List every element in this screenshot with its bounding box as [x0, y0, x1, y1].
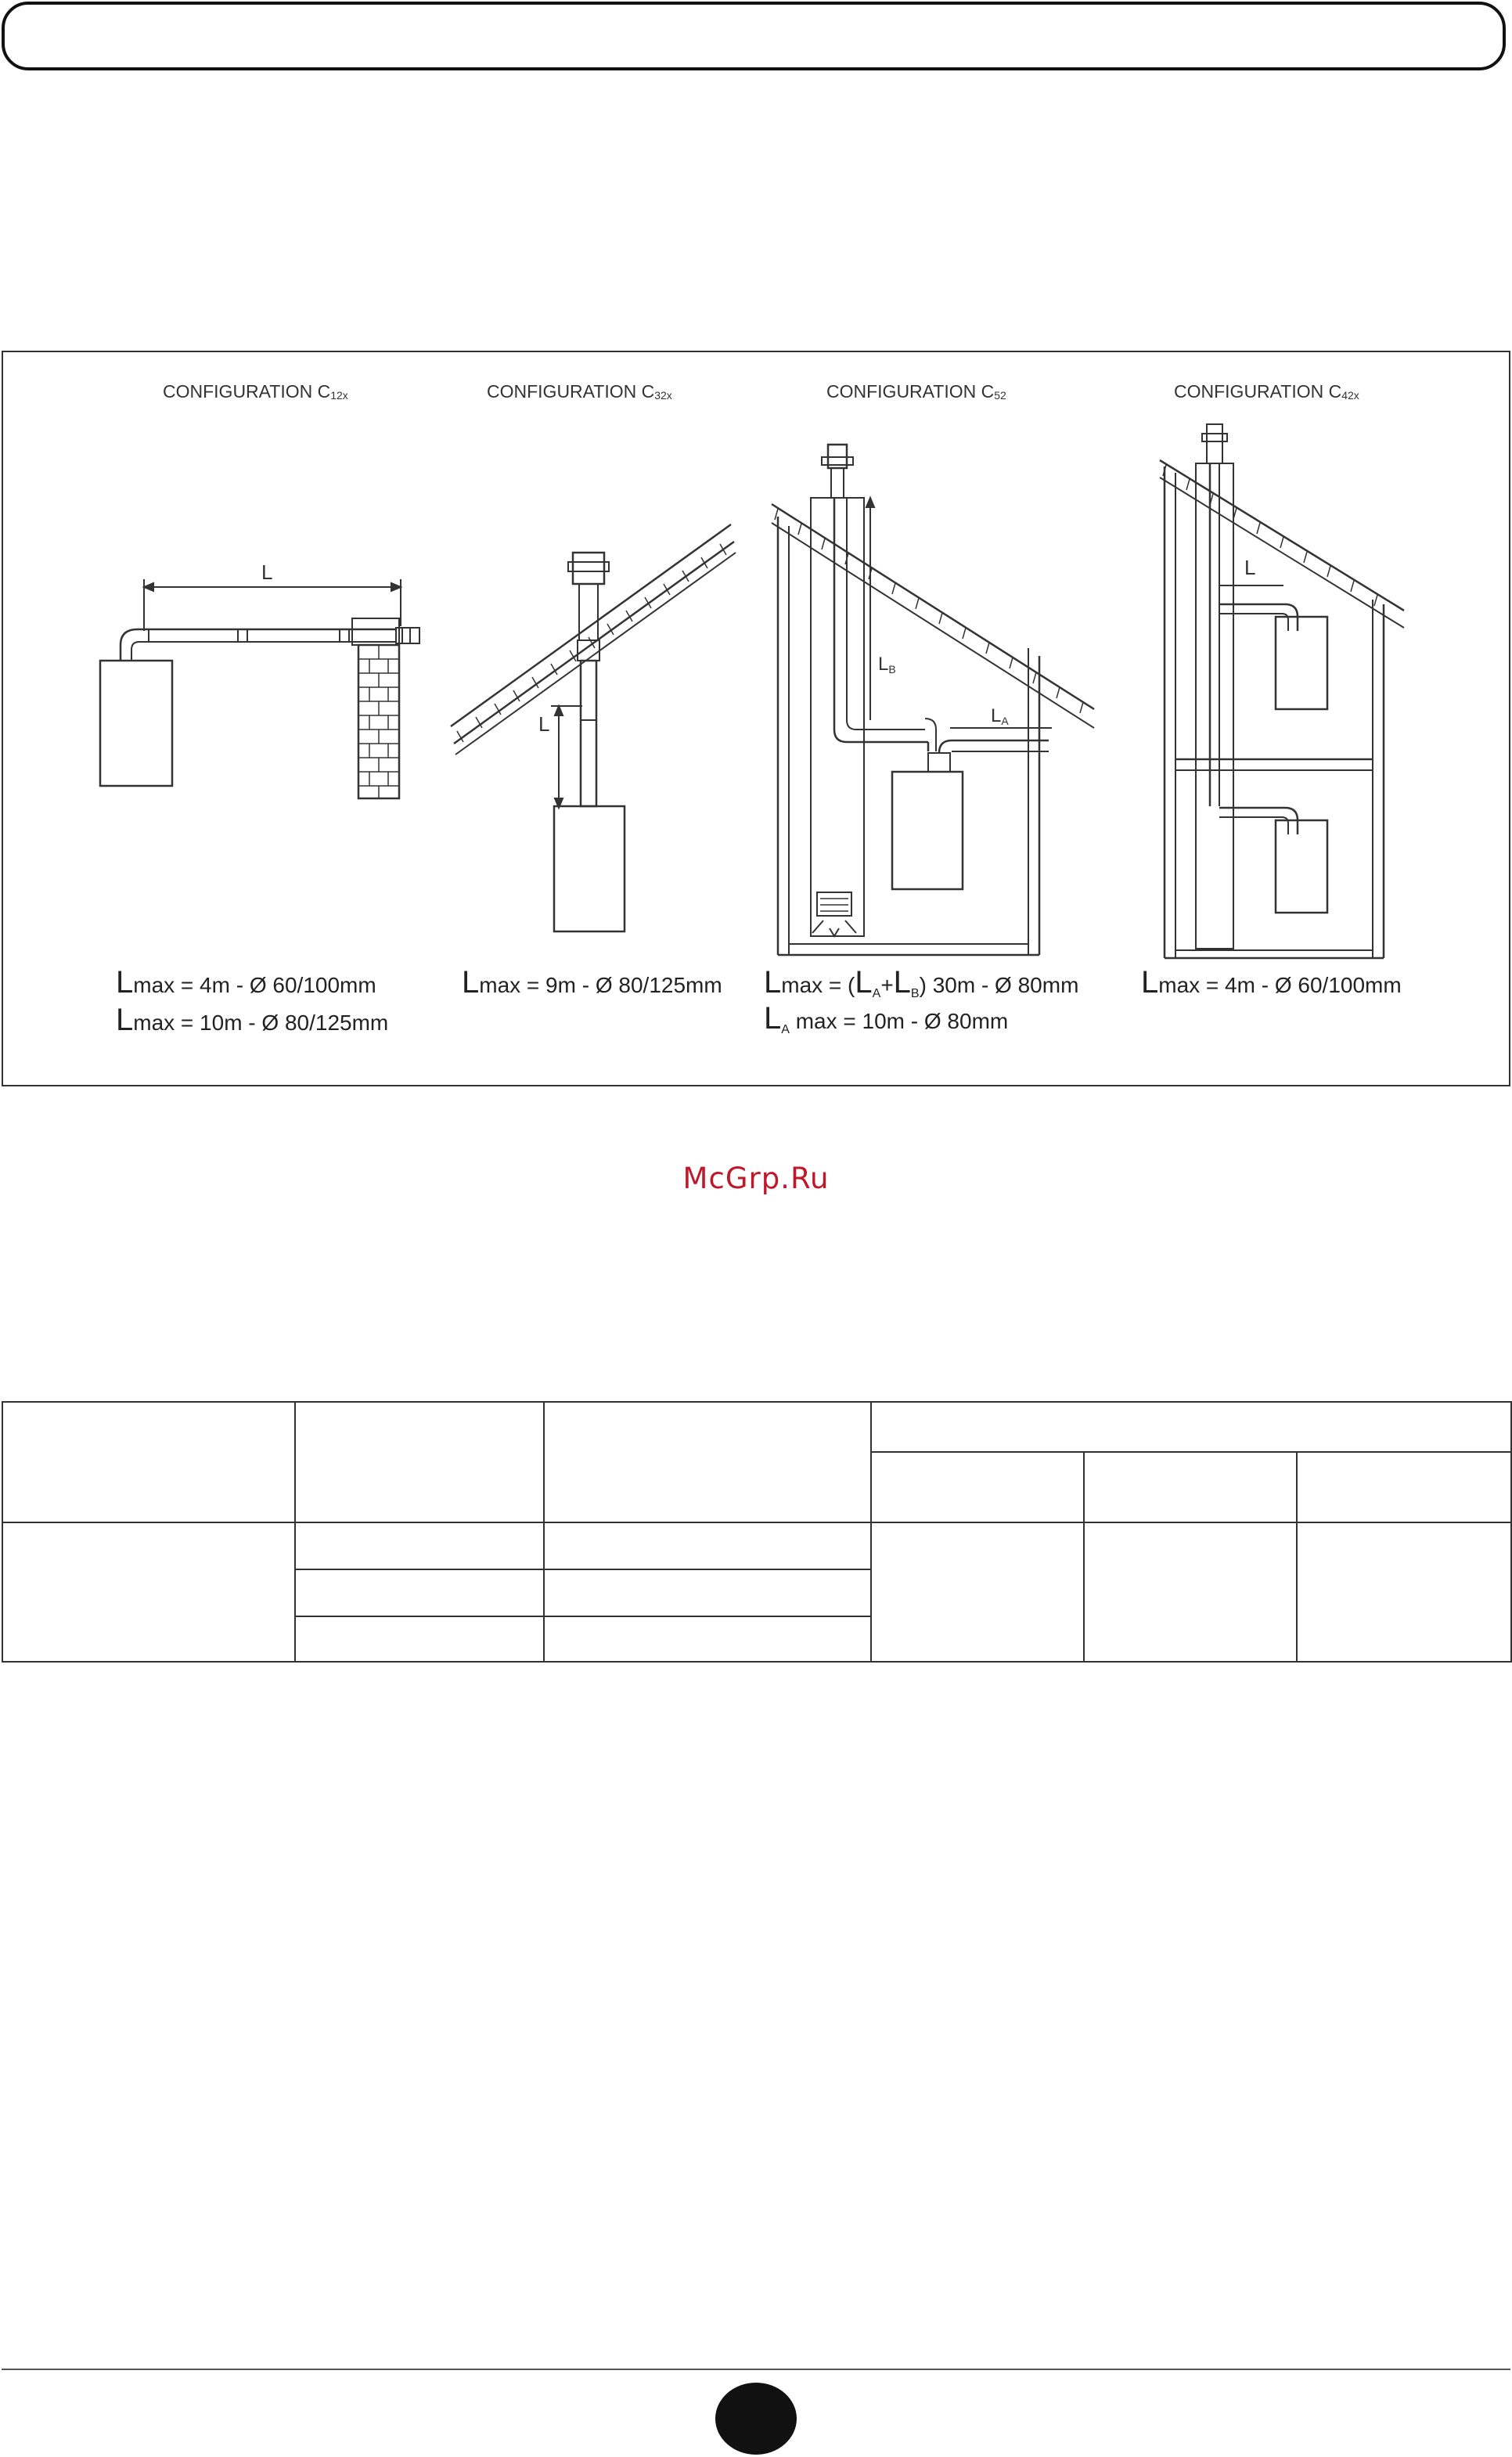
- config-c52-formula-1: $Lmax = (L_A+L_B)$ 30m - Ø 80mm: [764, 965, 1079, 1000]
- config-c42x-dim-label: L: [1244, 556, 1256, 579]
- config-c32x-formula: Lmax = 9m - Ø 80/125mm: [462, 965, 722, 1000]
- table-subheader-cell: [871, 1452, 1084, 1522]
- page-number-badge: [715, 2383, 797, 2455]
- config-c32x-dim-label: L: [538, 712, 550, 736]
- table-subheader-cell: [1084, 1452, 1297, 1522]
- config-c42x-formula: Lmax = 4m - Ø 60/100mm: [1141, 965, 1402, 1000]
- config-c32x-drawing: [451, 524, 736, 931]
- table-cell: [1084, 1522, 1297, 1662]
- table-cell: [295, 1569, 544, 1616]
- table-cell: [544, 1522, 871, 1569]
- config-c52-formula-2: $L_A$ max = 10m - Ø 80mm: [764, 1001, 1009, 1036]
- config-c52-lb-label: LB: [878, 654, 896, 675]
- table-header-group-cell: [871, 1402, 1511, 1452]
- footer-rule: [2, 2369, 1510, 2370]
- config-c12x-drawing: [100, 560, 419, 798]
- table-cell: [295, 1616, 544, 1662]
- table-cell: [2, 1522, 295, 1662]
- config-c52-la-label: LA: [991, 705, 1009, 727]
- table-cell: [1297, 1522, 1511, 1662]
- table-header-row: [2, 1402, 1511, 1452]
- table-row: [2, 1522, 1511, 1569]
- config-c32x-title: CONFIGURATION C32x: [487, 381, 672, 402]
- config-c52-title: CONFIGURATION C52: [826, 381, 1006, 402]
- config-c52-drawing: [772, 445, 1094, 955]
- watermark-text: McGrp.Ru: [682, 1162, 830, 1195]
- config-c12x-formula-2: Lmax = 10m - Ø 80/125mm: [116, 1003, 389, 1037]
- table-cell: [544, 1616, 871, 1662]
- data-table: [2, 1401, 1512, 1663]
- table-header-cell: [2, 1402, 295, 1522]
- config-c42x-title: CONFIGURATION C42x: [1174, 381, 1359, 402]
- config-c12x-title: CONFIGURATION C12x: [163, 381, 348, 402]
- table-subheader-cell: [1297, 1452, 1511, 1522]
- table-header-cell: [544, 1402, 871, 1522]
- table-cell: [295, 1522, 544, 1569]
- header-bar: [2, 2, 1506, 70]
- config-c12x-dim-label: L: [261, 560, 273, 584]
- table-header-cell: [295, 1402, 544, 1522]
- flue-configurations-figure: [2, 351, 1510, 1086]
- config-c12x-formula-1: Lmax = 4m - Ø 60/100mm: [116, 965, 376, 1000]
- table-cell: [871, 1522, 1084, 1662]
- table-cell: [544, 1569, 871, 1616]
- config-c42x-drawing: [1160, 424, 1404, 958]
